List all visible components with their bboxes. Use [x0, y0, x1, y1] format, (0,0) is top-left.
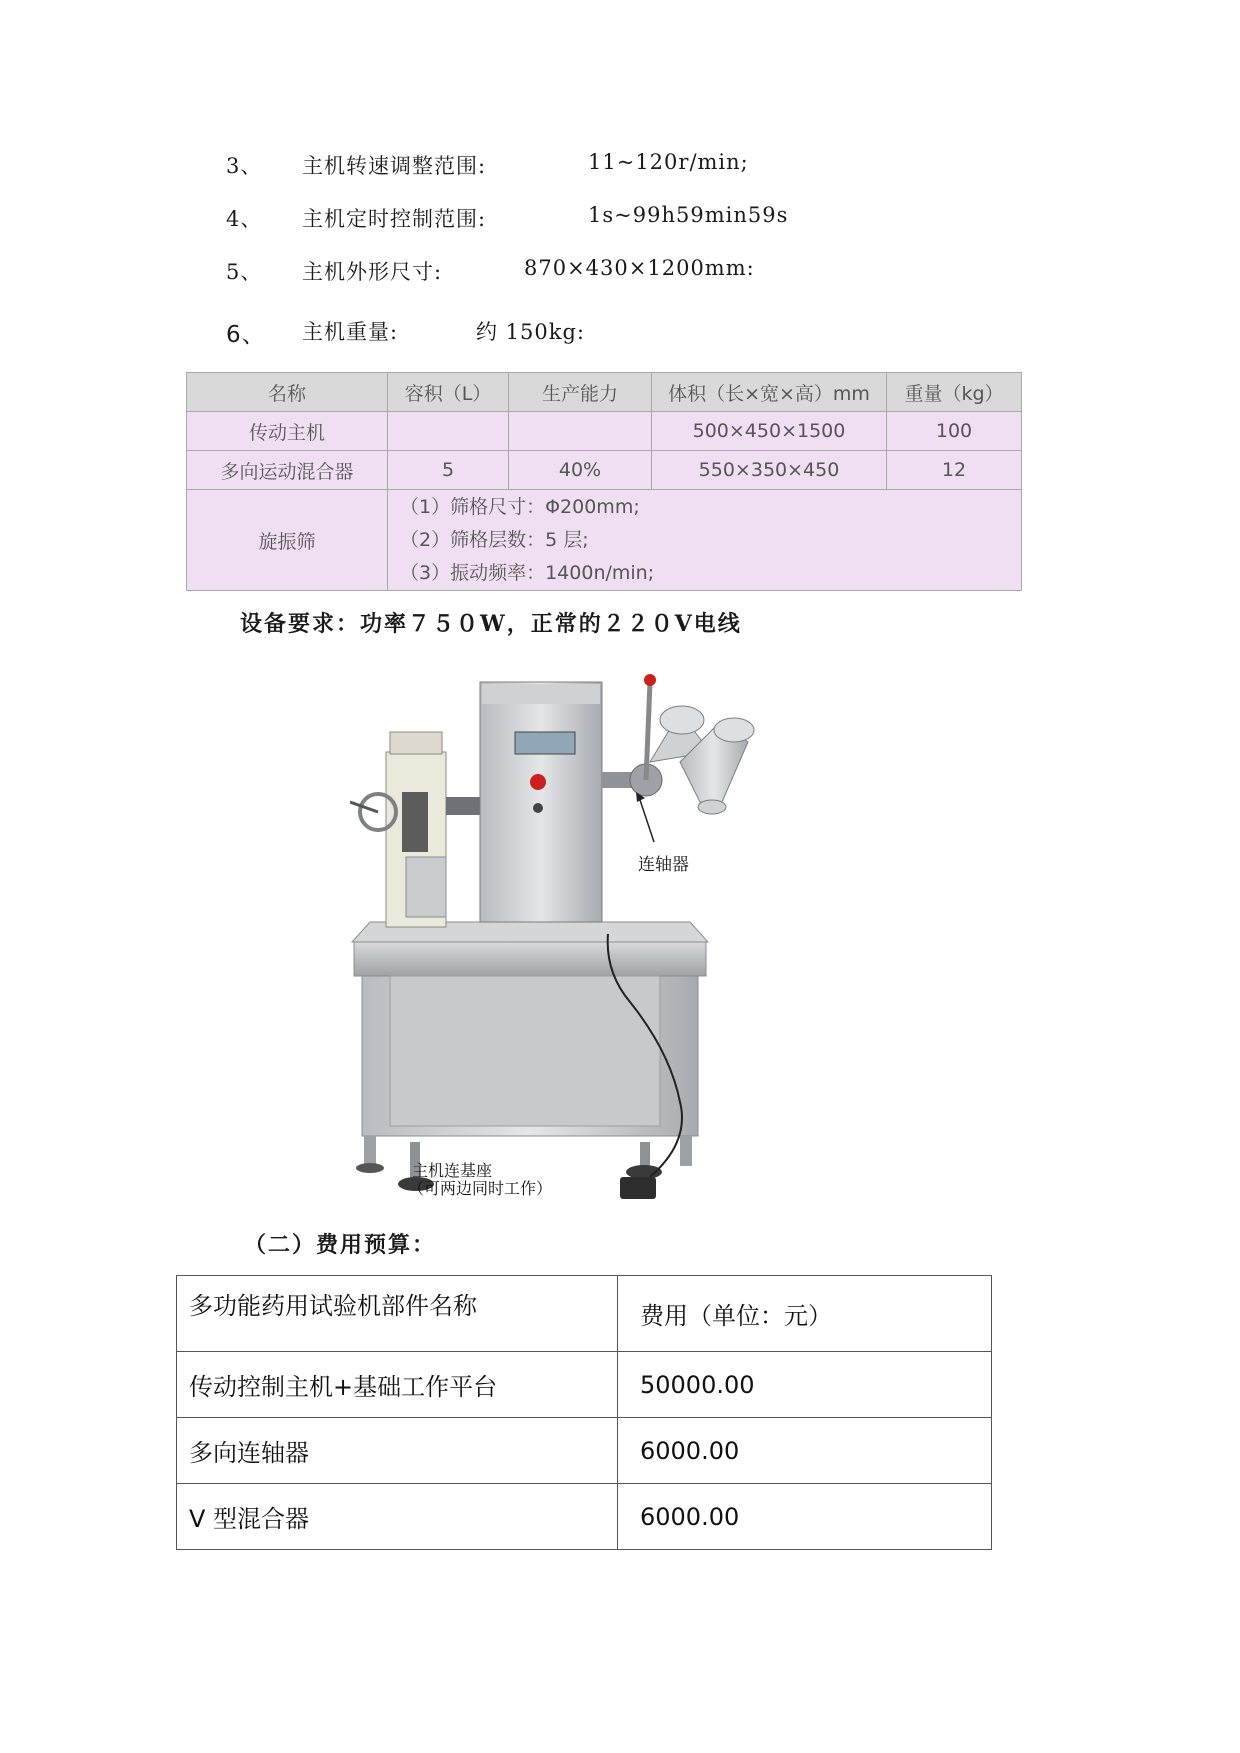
- table-cell: 550×350×450: [652, 451, 887, 490]
- spec-line-4: [0, 203, 1240, 243]
- budget-table: [176, 1275, 992, 1550]
- spec-number: 3、: [226, 154, 263, 178]
- header-cell: 费用（单位：元）: [618, 1276, 992, 1352]
- table-cell: 5: [388, 451, 509, 490]
- spec-value: 约 150kg:: [476, 320, 586, 344]
- table-cell: V 型混合器: [177, 1484, 618, 1550]
- header-cell: 名称: [187, 373, 388, 412]
- header-cell: 多功能药用试验机部件名称: [177, 1276, 618, 1352]
- table-row: [177, 1352, 992, 1418]
- table-cell: 传动控制主机+基础工作平台: [177, 1352, 618, 1418]
- table-cell: 多向连轴器: [177, 1418, 618, 1484]
- table-row: [177, 1484, 992, 1550]
- table-row: [187, 490, 1022, 591]
- spec-label: 主机外形尺寸:: [302, 260, 443, 284]
- table-cell: 旋振筛: [187, 490, 388, 591]
- spec-number: 6、: [226, 322, 266, 348]
- equipment-params-table: [186, 372, 1022, 591]
- table-cell: [509, 412, 652, 451]
- sieve-spec-line: （3）振动频率：1400n/min;: [400, 561, 655, 584]
- base-callout-line1: 主机连基座: [412, 1161, 493, 1180]
- table-cell: [388, 412, 509, 451]
- table-cell: 50000.00: [618, 1352, 992, 1418]
- coupler-callout: 连轴器: [638, 855, 689, 875]
- table-cell: 100: [887, 412, 1022, 451]
- header-cell: 生产能力: [509, 373, 652, 412]
- sieve-spec-cell: [388, 490, 1022, 591]
- table-header-row: [177, 1276, 992, 1352]
- spec-number: 5、: [226, 260, 263, 284]
- spec-value: 870×430×1200mm:: [524, 256, 755, 280]
- sieve-spec-line: （1）筛格尺寸：Φ200mm;: [400, 495, 640, 518]
- table-cell: 传动主机: [187, 412, 388, 451]
- machine-photo: [350, 672, 890, 1202]
- base-callout-line2: （可两边同时工作）: [408, 1179, 553, 1198]
- table-row: [187, 412, 1022, 451]
- table-cell: 12: [887, 451, 1022, 490]
- table-cell: 40%: [509, 451, 652, 490]
- budget-section-title: （二）费用预算：: [244, 1232, 437, 1258]
- spec-label: 主机定时控制范围:: [302, 207, 487, 231]
- equipment-requirement: 设备要求：功率７５０W，正常的２２０V电线: [240, 611, 742, 637]
- header-cell: 容积（L）: [388, 373, 509, 412]
- spec-value: 11~120r/min;: [588, 150, 749, 174]
- table-cell: 多向运动混合器: [187, 451, 388, 490]
- spec-line-3: [0, 150, 1240, 190]
- table-row: [177, 1418, 992, 1484]
- table-header-row: [187, 373, 1022, 412]
- table-cell: 6000.00: [618, 1418, 992, 1484]
- table-row: [187, 451, 1022, 490]
- header-cell: 重量（kg）: [887, 373, 1022, 412]
- spec-line-6: [0, 316, 1240, 356]
- spec-label: 主机重量:: [302, 320, 399, 344]
- table-cell: 500×450×1500: [652, 412, 887, 451]
- spec-label: 主机转速调整范围:: [302, 154, 487, 178]
- table-cell: 6000.00: [618, 1484, 992, 1550]
- header-cell: 体积（长×宽×高）mm: [652, 373, 887, 412]
- sieve-spec-line: （2）筛格层数：5 层;: [400, 528, 589, 551]
- spec-line-5: [0, 256, 1240, 296]
- spec-value: 1s~99h59min59s: [588, 203, 789, 227]
- spec-number: 4、: [226, 207, 263, 231]
